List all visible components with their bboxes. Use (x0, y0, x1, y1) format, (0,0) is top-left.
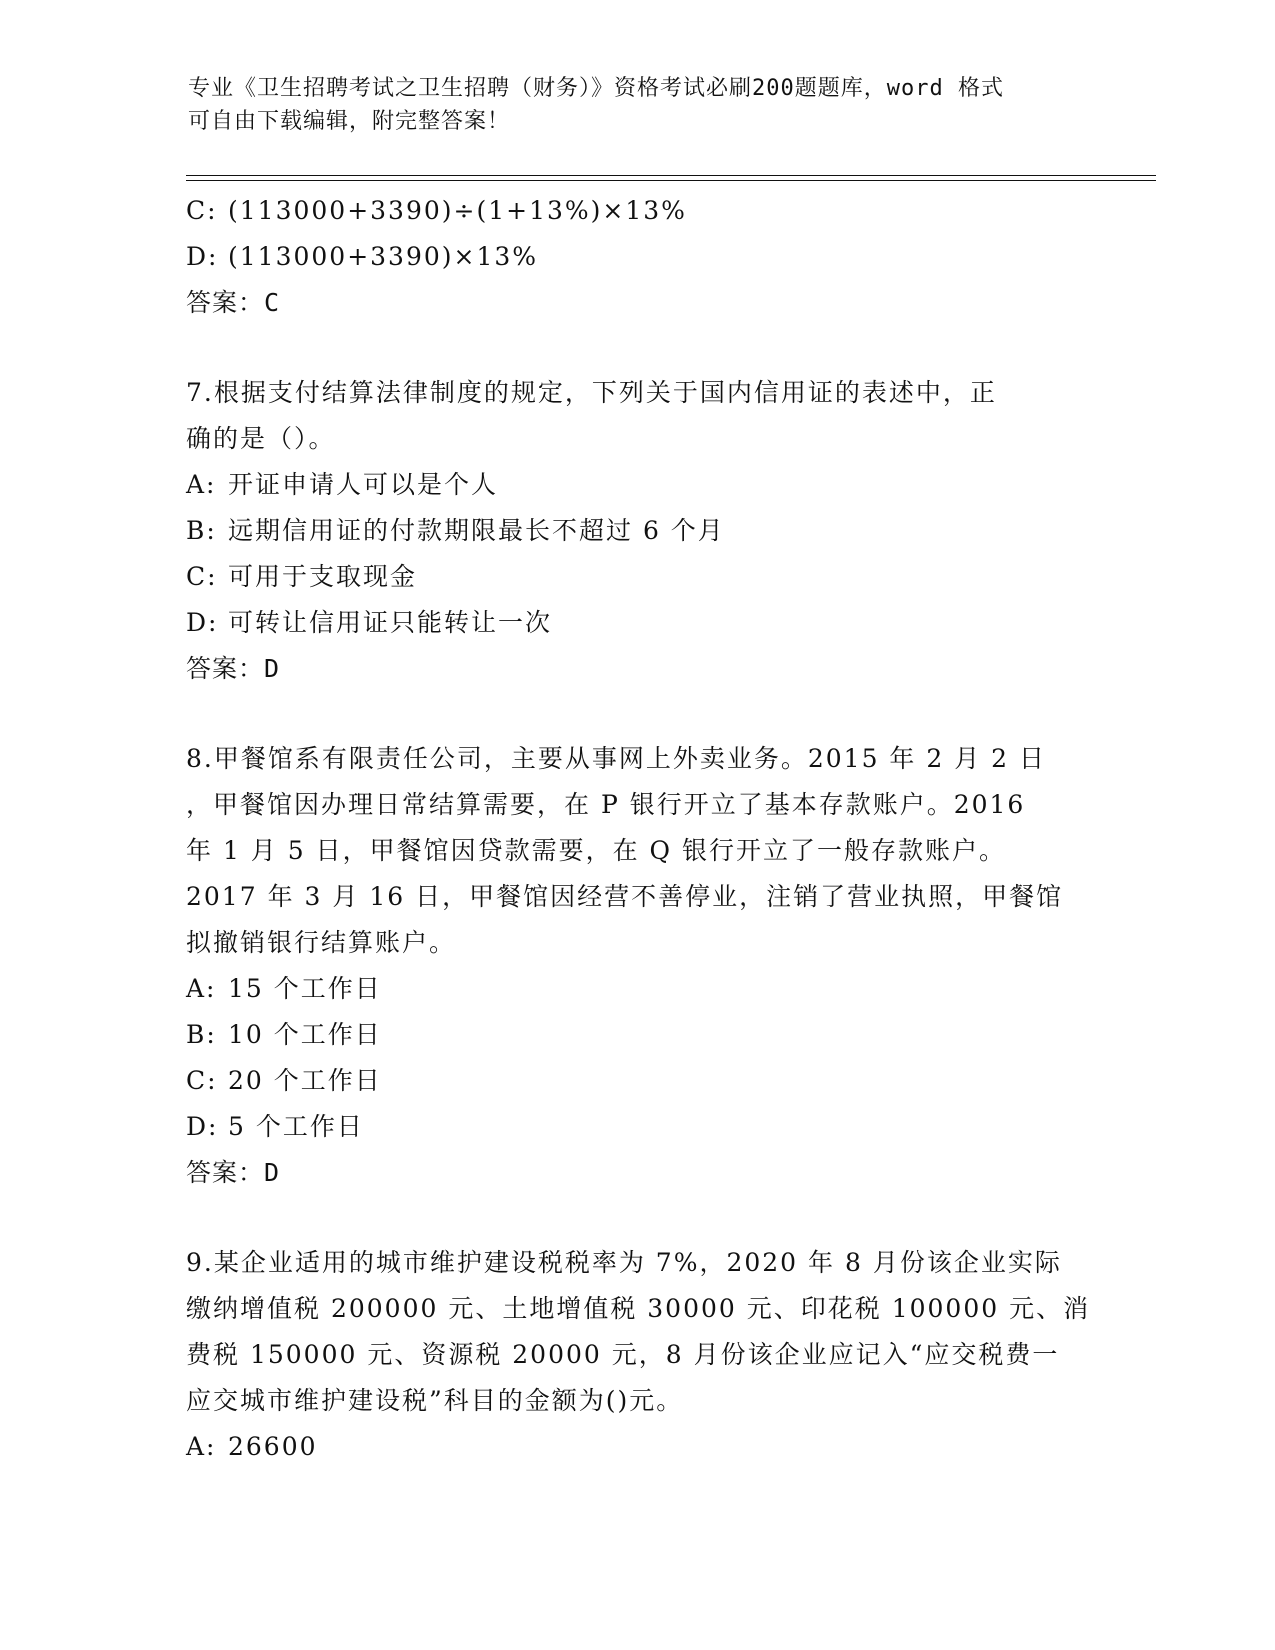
header-divider-top (186, 175, 1156, 176)
question-block-9 (186, 1240, 1091, 1470)
option-key: C: (186, 562, 218, 591)
option-key: B: (186, 516, 217, 545)
option-text: 可转让信用证只能转让一次 (228, 608, 553, 637)
spacer (186, 326, 1086, 370)
option-key: D: (186, 608, 219, 637)
answer-line (186, 280, 1086, 326)
question-stem-line: 9.某企业适用的城市维护建设税税率为 7%，2020 年 8 月份该企业实际 (186, 1248, 1062, 1277)
answer-line (186, 646, 1086, 692)
question-list (186, 188, 1091, 1470)
option-text: 20 个工作日 (228, 1066, 382, 1095)
option-text: 15 个工作日 (228, 974, 382, 1003)
answer-value: D (264, 654, 281, 683)
option-key: B: (186, 1020, 217, 1049)
question-stem-line: ，甲餐馆因办理日常结算需要，在 P 银行开立了基本存款账户。2016 (186, 790, 1026, 819)
question-stem-line: 年 1 月 5 日，甲餐馆因贷款需要，在 Q 银行开立了一般存款账户。 (186, 836, 1006, 865)
option-c (186, 1058, 1086, 1104)
answer-value: C (264, 288, 281, 317)
option-text: 开证申请人可以是个人 (228, 470, 499, 499)
option-d (186, 1104, 1086, 1150)
option-key: D: (186, 242, 219, 271)
option-text: 5 个工作日 (228, 1112, 364, 1141)
page-header (188, 72, 1068, 138)
question-block-6 (186, 188, 1086, 326)
option-d (186, 600, 1086, 646)
option-text: (113000+3390)÷(1+13%)×13% (228, 196, 687, 225)
option-text: 10 个工作日 (228, 1020, 382, 1049)
option-text: (113000+3390)×13% (228, 242, 539, 271)
question-stem-line: 缴纳增值税 200000 元、土地增值税 30000 元、印花税 100000 元、消 (186, 1294, 1091, 1323)
option-c (186, 188, 1086, 234)
option-key: C: (186, 196, 218, 225)
option-key: C: (186, 1066, 218, 1095)
question-stem-line: 8.甲餐馆系有限责任公司，主要从事网上外卖业务。2015 年 2 月 2 日 (186, 744, 1047, 773)
header-title-line-2: 可自由下载编辑，附完整答案！ (188, 109, 511, 134)
option-a (186, 1424, 1086, 1470)
option-b (186, 508, 1086, 554)
option-key: A: (186, 470, 217, 499)
header-title-line-1: 专业《卫生招聘考试之卫生招聘（财务）》资格考试必刷200题题库，word 格式 (188, 76, 1004, 101)
question-stem-line: 拟撤销银行结算账户。 (186, 928, 457, 957)
question-block-7 (186, 370, 1086, 692)
option-a (186, 462, 1086, 508)
question-block-8 (186, 736, 1086, 1196)
answer-label: 答案： (186, 288, 265, 317)
option-a (186, 966, 1086, 1012)
header-divider-bottom (186, 180, 1156, 181)
option-key: D: (186, 1112, 219, 1141)
answer-line (186, 1150, 1086, 1196)
option-b (186, 1012, 1086, 1058)
option-text: 可用于支取现金 (228, 562, 418, 591)
option-key: A: (186, 1432, 217, 1461)
spacer (186, 1196, 1086, 1240)
question-stem-line: 2017 年 3 月 16 日，甲餐馆因经营不善停业，注销了营业执照，甲餐馆 (186, 882, 1064, 911)
question-stem-line: 确的是（）。 (186, 424, 336, 453)
question-stem-line: 7.根据支付结算法律制度的规定，下列关于国内信用证的表述中，正 (186, 378, 997, 407)
option-text: 远期信用证的付款期限最长不超过 6 个月 (228, 516, 725, 545)
option-text: 26600 (228, 1432, 318, 1461)
option-d (186, 234, 1086, 280)
option-c (186, 554, 1086, 600)
question-stem-line: 应交城市维护建设税”科目的金额为()元。 (186, 1386, 684, 1415)
spacer (186, 692, 1086, 736)
question-stem-line: 费税 150000 元、资源税 20000 元，8 月份该企业应记入“应交税费一 (186, 1340, 1060, 1369)
answer-value: D (264, 1158, 281, 1187)
answer-label: 答案： (186, 1158, 265, 1187)
answer-label: 答案： (186, 654, 265, 683)
option-key: A: (186, 974, 217, 1003)
